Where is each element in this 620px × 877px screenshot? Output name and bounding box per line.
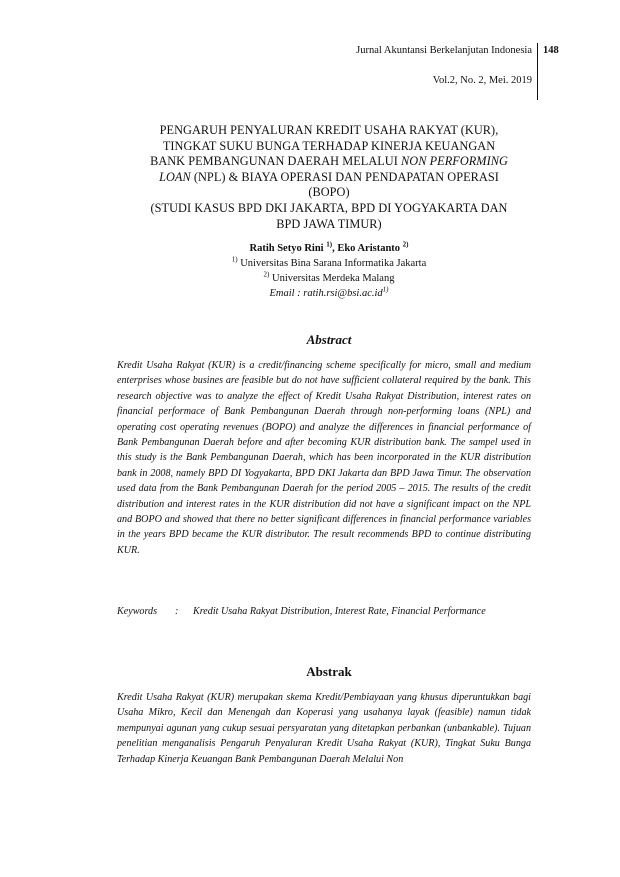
author-marker: 1) <box>326 240 333 249</box>
title-line <box>110 170 548 186</box>
title-line: (STUDI KASUS BPD DKI JAKARTA, BPD DI YOGYAKARTA DAN <box>150 200 508 215</box>
keywords-colon: : <box>175 606 179 617</box>
author-email <box>110 286 548 301</box>
title-segment-italic: NON PERFORMING <box>401 154 508 169</box>
affiliation-marker: 2) <box>263 270 270 279</box>
title-line: TINGKAT SUKU BUNGA TERHADAP KINERJA KEUANGAN <box>162 138 496 153</box>
affiliation-text: Universitas Merdeka Malang <box>269 273 395 284</box>
keywords <box>117 604 531 619</box>
title-segment: (NPL) & BIAYA OPERASI DAN PENDAPATAN OPERASI <box>190 169 499 184</box>
affiliation-marker: 1) <box>231 255 238 264</box>
affiliation <box>110 271 548 286</box>
author-names <box>110 241 548 256</box>
author-separator: , <box>332 243 338 254</box>
author-marker: 2) <box>402 240 409 249</box>
title-line: BPD JAWA TIMUR) <box>276 216 382 231</box>
abstrak-heading: Abstrak <box>306 664 352 679</box>
title-line: (BOPO) <box>308 185 350 200</box>
keywords-label: Keywords <box>117 606 158 617</box>
header-divider <box>537 43 538 100</box>
author-block <box>110 241 548 301</box>
keywords-text: Kredit Usaha Rakyat Distribution, Interest Rate, Financial Performance <box>193 606 486 617</box>
email-marker: 1) <box>382 285 389 294</box>
affiliation <box>110 256 548 271</box>
affiliation-text: Universitas Bina Sarana Informatika Jakarta <box>237 258 427 269</box>
title-segment: BANK PEMBANGUNAN DAERAH MELALUI <box>150 154 402 169</box>
journal-name: Jurnal Akuntansi Berkelanjutan Indonesia <box>356 45 532 56</box>
author-name: Ratih Setyo Rini <box>249 243 324 254</box>
page-number: 148 <box>543 45 559 56</box>
abstract-text: Kredit Usaha Rakyat (KUR) is a credit/financing scheme specifically for micro, small and medium enterprises whose busines are feasible but do not have sufficient collateral required by the bank. This research objective was to analyze the effect of Kredit Usaha Rakyat Distribution, interest rates on financial performace of Bank Pembangunan Daerah through non-performing loans (NPL) and operating cost operating revenues (BOPO) and analyze the differences in financial performance of Bank Pembangunan Daerah before and after becoming KUR distribution bank. The sampel used in this study is the Bank Pembangunan Daerah, which has been incorporated in the KUR distribution bank in 2008, namely BPD DI Yogyakarta, BPD DKI Jakarta dan BPD Jawa Timur. The observation used data from the Bank Pembangunan Daerah for the period 2005 – 2015. The results of the credit distribution and interest rates in the KUR distribution did not have a significant impact on the NPL and BOPO and showed that there no better significant differences in financial performance variables in the years BPD became the KUR distributor. The result recommends BPD to continue distributing KUR. <box>117 360 531 556</box>
abstract-heading: Abstract <box>306 332 352 347</box>
author-name: Eko Aristanto <box>337 243 401 254</box>
journal-header <box>232 44 532 88</box>
title-segment-italic: LOAN <box>159 169 191 184</box>
email-text: Email : ratih.rsi@bsi.ac.id <box>269 288 383 299</box>
abstrak-text: Kredit Usaha Rakyat (KUR) merupakan skema Kredit/Pembiayaan yang khusus diperuntukkan bagi Usaha Mikro, Kecil dan Menengah dan Koperasi yang usahanya layak (feasible) namun tidak mempunyai agunan yang cukup sesuai persyaratan yang ditetapkan perbankan (unbankable). Tujuan penelitian menganalisis Pengaruh Penyaluran Kredit Usaha Rakyat (KUR), Tingkat Suku Bunga Terhadap Kinerja Keuangan Bank Pembangunan Daerah Melalui Non <box>117 692 531 765</box>
title-line <box>110 154 548 170</box>
title-line: PENGARUH PENYALURAN KREDIT USAHA RAKYAT (KUR), <box>159 123 499 137</box>
paper-title <box>110 123 548 232</box>
journal-volume: Vol.2, No. 2, Mei. 2019 <box>432 75 532 86</box>
